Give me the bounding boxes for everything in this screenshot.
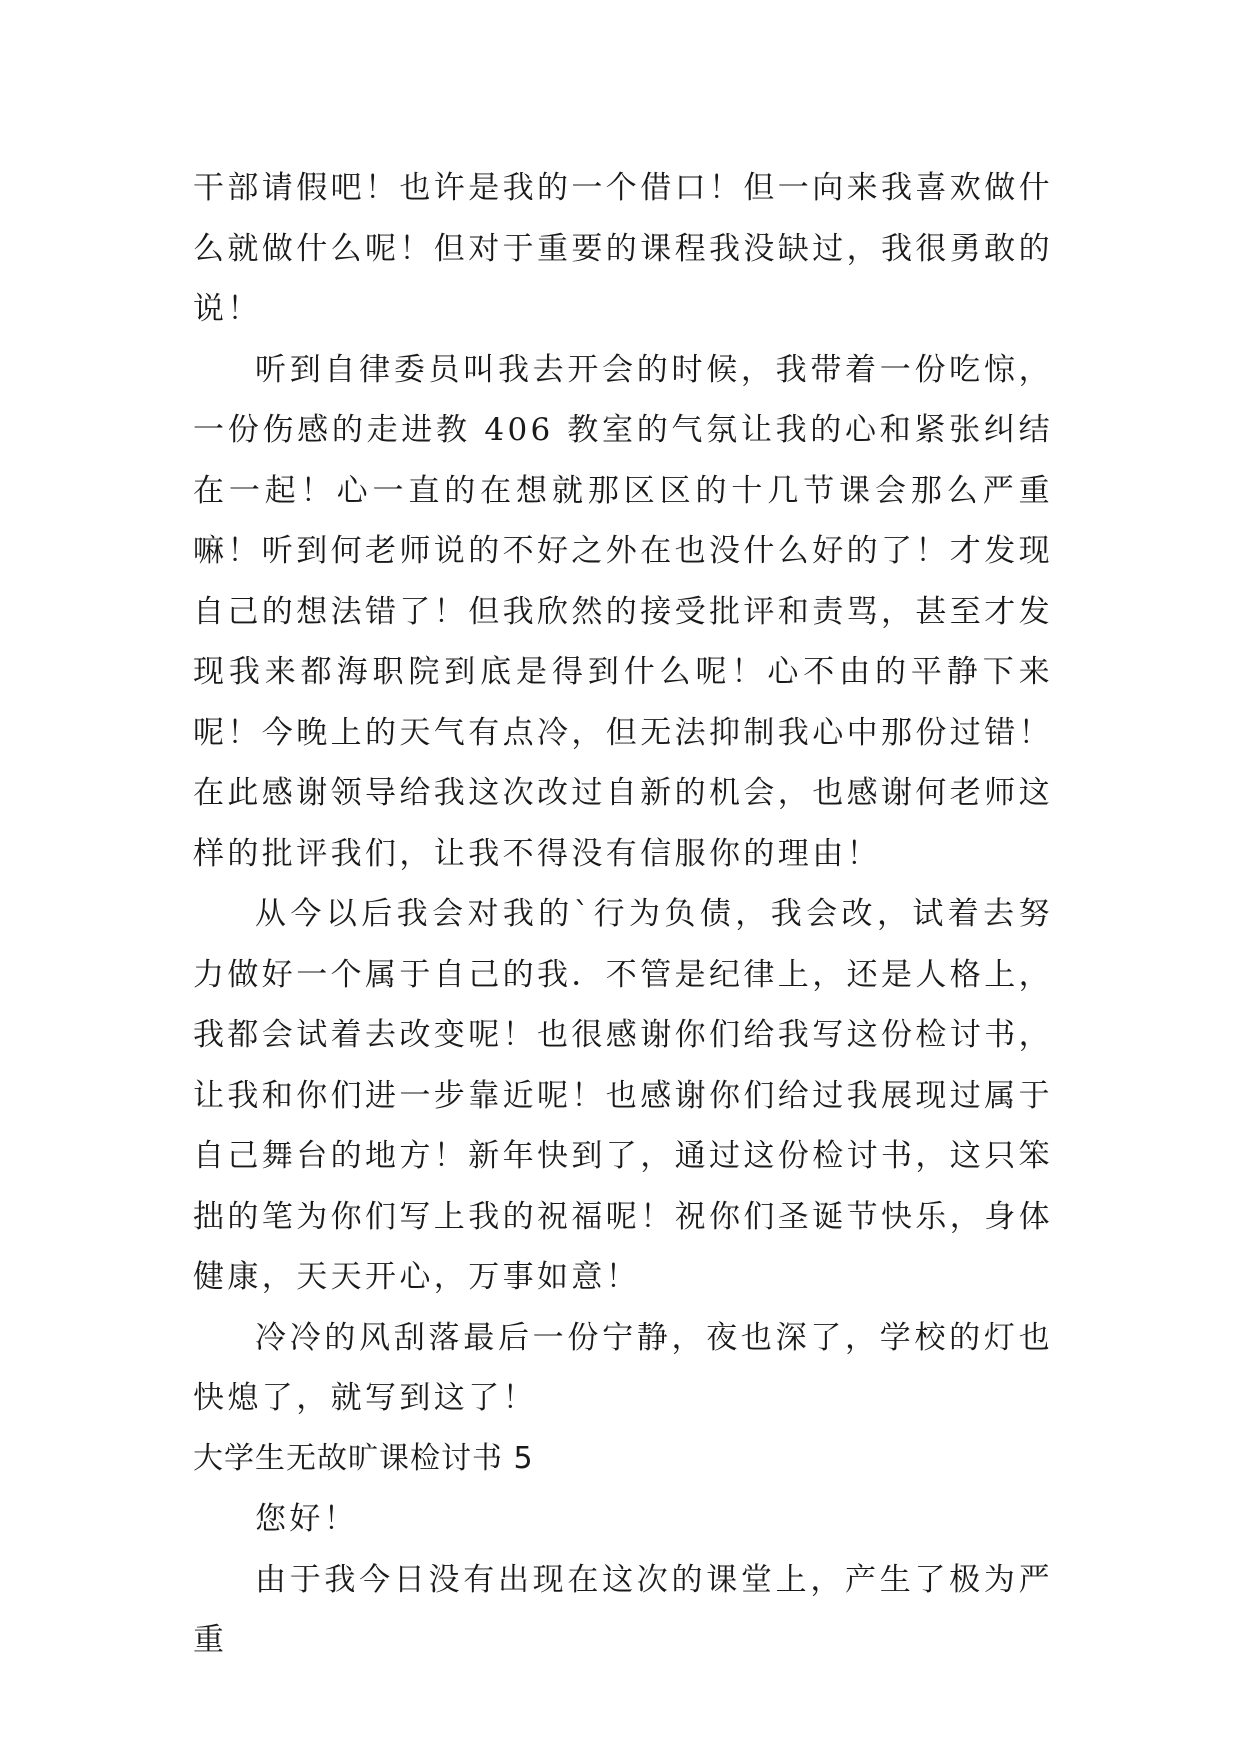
paragraph: 由于我今日没有出现在这次的课堂上，产生了极为严重 [193,1561,1053,1658]
section-title: 大学生无故旷课检讨书 5 [193,1440,534,1476]
paragraph: 从今以后我会对我的`行为负债，我会改，试着去努力做好一个属于自己的我．不管是纪律上，还是人格上，我都会试着去改变呢！也很感谢你们给我写这份检讨书，让我和你们进一步靠近呢！也感谢你们给过我展现过属于自己舞台的地方！新年快到了，通过这份检讨书，这只笨拙的笔为你们写上我的祝福呢！祝你们圣诞节快乐，身体健康，天天开心，万事如意！ [193,896,1053,1295]
paragraph: 听到自律委员叫我去开会的时候，我带着一份吃惊，一份伤感的走进教 406 教室的气氛让我的心和紧张纠结在一起！心一直的在想就那区区的十几节课会那么严重嘛！听到何老师说的不好之外在也没什么好的了！才发现自己的想法错了！但我欣然的接受批评和责骂，甚至才发现我来都海职院到底是得到什么呢！心不由的平静下来呢！今晚上的天气有点冷，但无法抑制我心中那份过错！在此感谢领导给我这次改过自新的机会，也感谢何老师这样的批评我们，让我不得没有信服你的理由！ [193,351,1053,872]
paragraph: 冷冷的风刮落最后一份宁静，夜也深了，学校的灯也快熄了，就写到这了！ [193,1319,1053,1416]
document-body [193,158,1053,1671]
paragraph-continuation: 干部请假吧！也许是我的一个借口！但一向来我喜欢做什么就做什么呢！但对于重要的课程我没缺过，我很勇敢的说！ [193,170,1053,327]
salutation: 您好！ [255,1501,359,1537]
